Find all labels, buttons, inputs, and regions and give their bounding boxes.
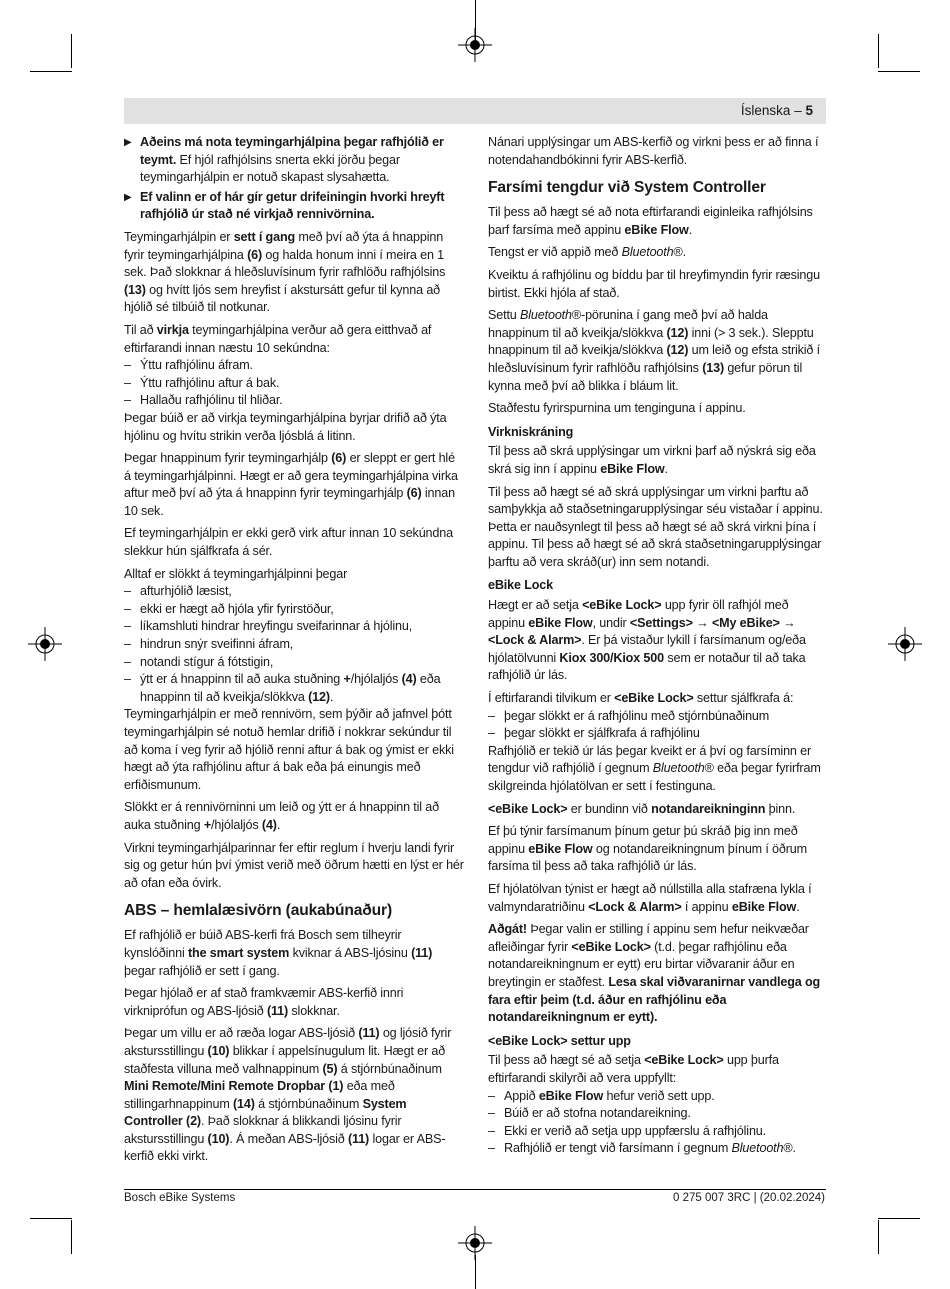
dash-list xyxy=(124,357,464,410)
list-item: – ýtt er á hnappinn til að auka stuðning +/hjólaljós (4) eða hnappinn til að kveikja/slökkva (12). xyxy=(124,671,464,706)
dash-list xyxy=(488,1088,828,1158)
registration-mark-icon xyxy=(458,28,492,62)
paragraph: Ef rafhjólið er búið ABS-kerfi frá Bosch sem tilheyrir kynslóðinni the smart system kviknar á ABS-ljósinu (11) þegar rafhjólið er sett í gang. xyxy=(124,928,433,978)
subsection-heading-lock-setup: <eBike Lock> settur upp xyxy=(488,1033,631,1048)
footer-doc-number: 0 275 007 3RC | (20.02.2024) xyxy=(673,1192,825,1204)
paragraph: Hægt er að setja <eBike Lock> upp fyrir öll rafhjól með appinu eBike Flow, undir <Settings> → <My eBike> → <Lock & Alarm>. Er þá vistaður lykill í farsímanum og/eða hjólatölvunni Kiox 300/Kiox 500 sem er notaður til að taka rafhjólið úr lás. xyxy=(488,598,806,683)
crop-mark xyxy=(475,1255,476,1289)
paragraph: <eBike Lock> er bundinn við notandareikninginn þinn. xyxy=(488,801,796,816)
paragraph: Ef hjólatölvan týnist er hægt að núllstilla alla stafræna lykla í valmyndaratriðinu <Lock & Alarm> í appinu eBike Flow. xyxy=(488,881,812,914)
crop-mark xyxy=(878,34,879,68)
language-label: Íslenska xyxy=(740,103,791,118)
paragraph: Þegar hnappinum fyrir teymingarhjálp (6) er sleppt er gert hlé á teymingarhjálpinni. Hægt er að gera teymingarhjálpina virka aftur með því að ýta á hnappinn fyrir teymingarhjálp (6) innan 10 sek. xyxy=(124,451,458,518)
subsection-heading-ebike-lock: eBike Lock xyxy=(488,578,553,593)
list-item: – þegar slökkt er sjálfkrafa á rafhjólinu xyxy=(488,725,828,743)
page-number: 5 xyxy=(805,103,813,118)
paragraph: Settu Bluetooth®-pörunina í gang með því að halda hnappinum til að kveikja/slökkva (12) inni (> 3 sek.). Slepptu hnappinum til að kveikja/slökkva (12) um leið og efsta strikið í hleðsluvísinum fyrir rafhlöðu rafhjólsins (13) gefur pörun til kynna með því að blikka í bláum lit. xyxy=(488,308,820,393)
list-item: – Ýttu rafhjólinu aftur á bak. xyxy=(124,375,464,393)
dash-list xyxy=(488,708,828,743)
paragraph: Rafhjólið er tekið úr lás þegar kveikt er á því og farsíminn er tengdur við rafhjólið í gegnum Bluetooth® eða þegar fyrirfram skilgreinda hjólatölvan er sett í festinguna. xyxy=(488,743,821,793)
list-item: – Appið eBike Flow hefur verið sett upp. xyxy=(488,1088,828,1106)
crop-mark xyxy=(71,34,72,68)
paragraph: Þegar hjólað er af stað framkvæmir ABS-kerfið innri virkniprófun og ABS-ljósið (11) slokknar. xyxy=(124,986,404,1018)
warning-paragraph: Aðgát! Þegar valin er stilling í appinu sem hefur neikvæðar afleiðingar fyrir <eBike Lock> (t.d. þegar rafhjólinu eða notandareikningnum er eytt) eru birtar viðvaranir áður en breytingin er staðfest. Lesa skal viðvaranirnar vandlega og fara eftir þeim (t.d. áður en rafhjólinu eða notandareikningnum er eytt). xyxy=(488,922,821,1025)
paragraph: Í eftirfarandi tilvikum er <eBike Lock> settur sjálfkrafa á: xyxy=(488,691,794,706)
paragraph: Til þess að hægt sé að setja <eBike Lock> upp þurfa eftirfarandi skilyrði að vera uppfyllt: xyxy=(488,1053,779,1085)
warning-bullet: ▶ Aðeins má nota teymingarhjálpina þegar rafhjólið er teymt. Ef hjól rafhjólsins snerta ekki jörðu þegar teymingarhjálpin er notuð skapast slysahætta. xyxy=(124,135,444,185)
right-column xyxy=(488,134,828,1163)
paragraph: Alltaf er slökkt á teymingarhjálpinni þegar xyxy=(124,566,348,581)
registration-mark-icon xyxy=(888,627,922,661)
paragraph: Til þess að hægt sé að skrá upplýsingar um virkni þarftu að samþykkja að staðsetningarupplýsingar séu vistaðar í appinu. Þetta er nauðsynlegt til þess að hægt sé að skrá virkni þína í appinu. Til þess að hægt sé að skrá staðsetningarupplýsingar þarftu að vera skráð(ur) inn sem notandi. xyxy=(488,484,823,569)
paragraph: Staðfestu fyrirspurnina um tenginguna í appinu. xyxy=(488,401,746,416)
paragraph: Teymingarhjálpin er með rennivörn, sem þýðir að jafnvel þótt teymingarhjálpin sé notuð hemlar drifið í nokkrar sekúndur til að koma í veg fyrir að hjólið renni aftur á bak og ýmist er ekki hægt að ýta rafhjólinu aftur á bak eða þá einungis með erfiðismunum. xyxy=(124,707,454,792)
paragraph: Kveiktu á rafhjólinu og bíddu þar til hreyfimyndin fyrir ræsingu birtist. Ekki hjóla af stað. xyxy=(488,267,820,300)
subsection-heading-registration: Virkniskráning xyxy=(488,424,574,439)
paragraph: Til þess að skrá upplýsingar um virkni þarf að nýskrá sig eða skrá sig inn í appinu eBike Flow. xyxy=(488,444,816,476)
left-column xyxy=(124,134,464,1171)
crop-mark xyxy=(878,1220,879,1254)
list-item: – ekki er hægt að hjóla yfir fyrirstöður, xyxy=(124,601,464,619)
list-item: – þegar slökkt er á rafhjólinu með stjórnbúnaðinum xyxy=(488,708,828,726)
paragraph: Teymingarhjálpin er sett í gang með því að ýta á hnappinn fyrir teymingarhjálpina (6) og halda honum inni í meira en 1 sek. Það slokknar á hleðsluvísinum fyrir rafhlöðu rafhjólsins (13) og hvítt ljós sem hreyfist í akstursátt gefur til kynna að hjólið sé tilbúið til notkunar. xyxy=(124,229,446,315)
paragraph: Virkni teymingarhjálparinnar fer eftir reglum í hverju landi fyrir sig og getur hún því ýmist verið með öðrum hætti en lýst er hér að ofan eða óvirk. xyxy=(124,840,464,890)
list-item: – Rafhjólið er tengt við farsímann í gegnum Bluetooth®. xyxy=(488,1140,828,1158)
footer-publisher: Bosch eBike Systems xyxy=(124,1192,236,1204)
list-item: – Hallaðu rafhjólinu til hliðar. xyxy=(124,392,464,410)
list-item: – Ekki er verið að setja upp uppfærslu á rafhjólinu. xyxy=(488,1123,828,1141)
paragraph: Tengst er við appið með Bluetooth®. xyxy=(488,245,686,260)
crop-mark xyxy=(878,71,920,72)
paragraph: Nánari upplýsingar um ABS-kerfið og virkni þess er að finna í notendahandbókinni fyrir ABS-kerfið. xyxy=(488,135,819,167)
list-item: – notandi stígur á fótstigin, xyxy=(124,654,464,672)
warning-bullet: ▶ Ef valinn er of hár gír getur drifeiningin hvorki hreyft rafhjólið úr stað né virkjað rennivörnina. xyxy=(124,189,445,222)
paragraph: Ef þú týnir farsímanum þínum getur þú skráð þig inn með appinu eBike Flow og notandareikningnum þínum í öðrum farsíma til þess að taka rafhjólið úr lás. xyxy=(488,824,808,874)
registration-mark-icon xyxy=(28,627,62,661)
triangle-bullet-icon: ▶ xyxy=(124,191,132,203)
list-item: – Búið er að stofna notandareikning. xyxy=(488,1105,828,1123)
header-separator: – xyxy=(794,103,802,118)
list-item: – líkamshluti hindrar hreyfingu sveifarinnar á hjólinu, xyxy=(124,618,464,636)
crop-mark xyxy=(878,1218,920,1219)
page-header xyxy=(741,103,813,118)
paragraph: Þegar búið er að virkja teymingarhjálpina byrjar drifið að ýta hjólinu og hvítu strikin verða ljósblá á litinn. xyxy=(124,410,447,443)
crop-mark xyxy=(30,1218,72,1219)
paragraph: Til þess að hægt sé að nota eftirfarandi eiginleika rafhjólsins þarf farsíma með appinu eBike Flow. xyxy=(488,205,813,237)
paragraph: Slökkt er á rennivörninni um leið og ýtt er á hnappinn til að auka stuðning +/hjólaljós (4). xyxy=(124,800,439,832)
paragraph: Ef teymingarhjálpin er ekki gerð virk aftur innan 10 sekúndna slekkur hún sjálfkrafa á sér. xyxy=(124,526,453,559)
list-item: – afturhjólið læsist, xyxy=(124,583,464,601)
crop-mark xyxy=(71,1220,72,1254)
paragraph: Til að virkja teymingarhjálpina verður að gera eitthvað af eftirfarandi innan næstu 10 sekúndna: xyxy=(124,322,432,355)
triangle-bullet-icon: ▶ xyxy=(124,137,132,148)
crop-mark xyxy=(30,71,72,72)
header-bar xyxy=(124,98,826,124)
registration-mark-icon xyxy=(458,1226,492,1260)
paragraph: Þegar um villu er að ræða logar ABS-ljósið (11) og ljósið fyrir akstursstillingu (10) blikkar í appelsínugulum lit. Hægt er að staðfesta villuna með valhnappinum (5) á stjórnbúnaðinum Mini Remote/Mini Remote Dropbar (1) eða með stillingarhnappinum (14) á stjórnbúnaðinum System Controller (2). Það slokknar á blikkandi ljósinu fyrir akstursstillingu (10). Á meðan ABS-ljósið (11) logar er ABS-kerfið ekki virkt. xyxy=(124,1026,452,1164)
list-item: – Ýttu rafhjólinu áfram. xyxy=(124,357,464,375)
section-heading-abs: ABS – hemlalæsivörn (aukabúnaður) xyxy=(124,902,393,920)
section-heading-phone: Farsími tengdur við System Controller xyxy=(488,179,766,197)
dash-list xyxy=(124,583,464,706)
list-item: – hindrun snýr sveifinni áfram, xyxy=(124,636,464,654)
footer-rule xyxy=(124,1189,826,1190)
